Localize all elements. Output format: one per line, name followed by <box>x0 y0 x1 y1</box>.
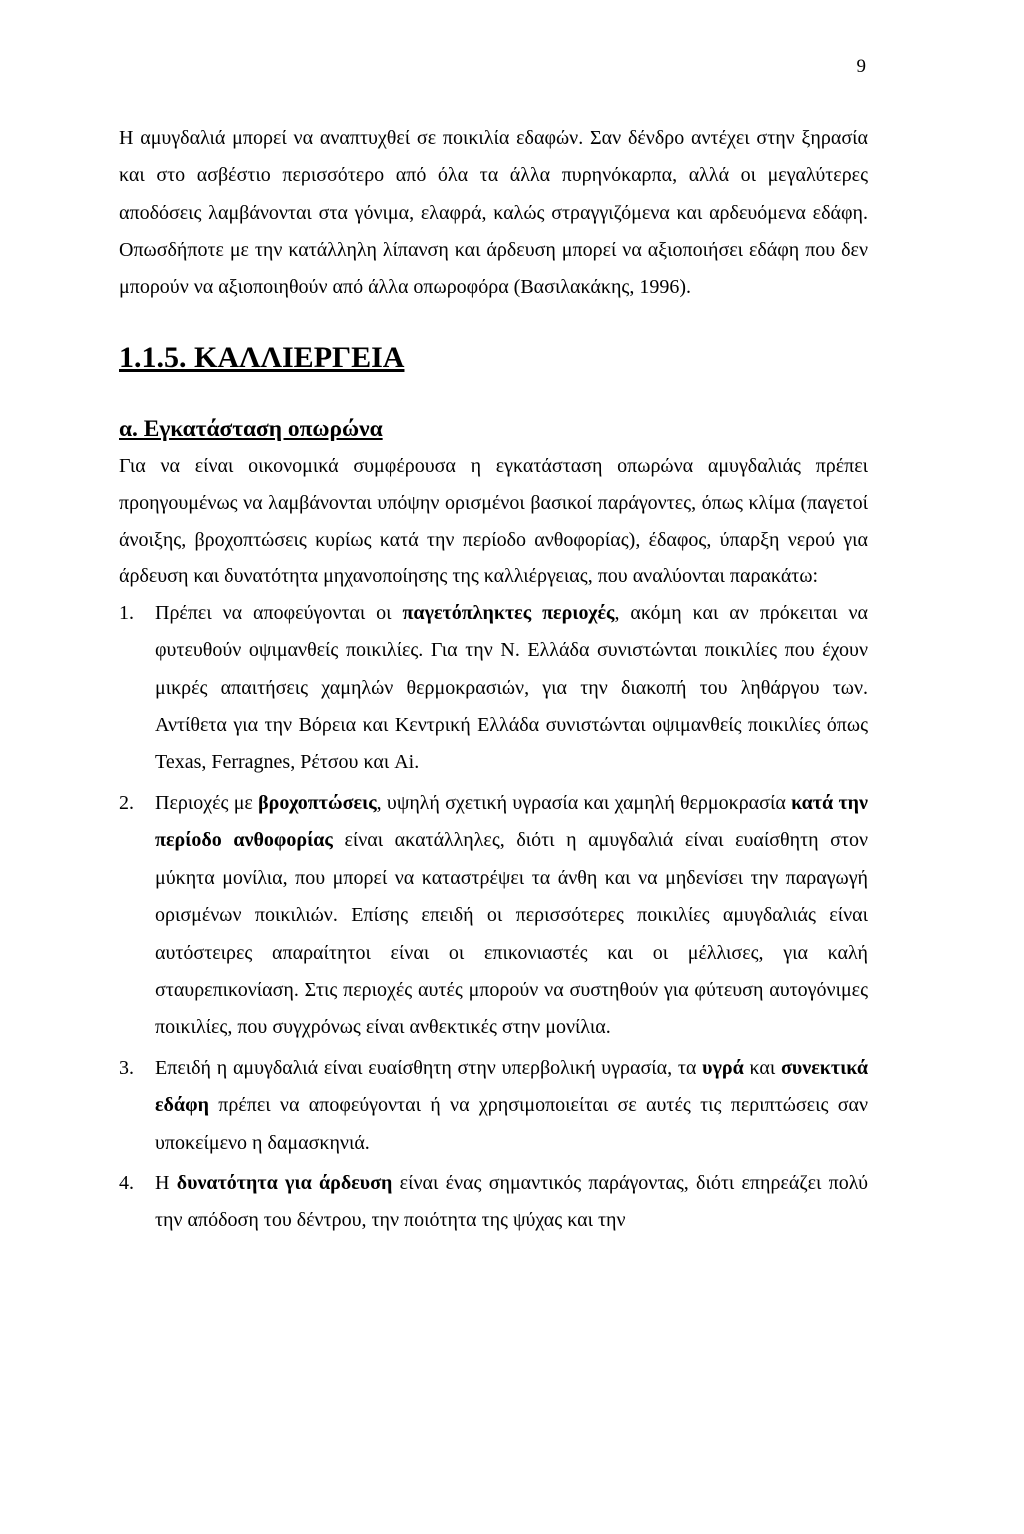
list-item-number: 4. <box>119 1171 134 1194</box>
intro-paragraph: Η αμυγδαλιά μπορεί να αναπτυχθεί σε ποικιλία εδαφών. Σαν δένδρο αντέχει στην ξηρασία και στο ασβέστιο περισσότερο από όλα τα άλλα πυρηνόκαρπα, αλλά οι μεγαλύτερες αποδόσεις λαμβάνονται στα γόνιμα, ελαφρά, καλώς στραγγιζόμενα και αρδευόμενα εδάφη. Οπωσδήποτε με την κατάλληλη λίπανση και άρδευση μπορεί να αξιοποιήσει εδάφη που δεν μπορούν να αξιοποιηθούν από άλλα οπωροφόρα (Βασιλακάκης, 1996). <box>119 127 868 299</box>
list-item-text <box>155 792 868 1038</box>
text-run: Η <box>155 1171 177 1194</box>
text-run: Πρέπει να αποφεύγονται οι <box>155 601 403 624</box>
text-run: , ακόμη και αν πρόκειται να φυτευθούν οψιμανθείς ποικιλίες. Για την Ν. Ελλάδα συνιστώνται ποικιλίες που έχουν μικρές απαιτήσεις χαμηλών θερμοκρασιών, για την διακοπή του ληθάργου των. Αντίθετα για την Βόρεια και Κεντρική Ελλάδα συνιστώνται οψιμανθείς ποικιλίες όπως Texas, Ferragnes, Ρέτσου και Ai. <box>155 601 868 774</box>
factors-list <box>119 595 868 1240</box>
list-item-number: 2. <box>119 791 134 814</box>
list-item-text <box>155 1057 868 1154</box>
page-number: 9 <box>856 56 866 77</box>
text-run: Επειδή η αμυγδαλιά είναι ευαίσθητη στην υπερβολική υγρασία, τα <box>155 1056 703 1079</box>
section-heading: 1.1.5. ΚΑΛΛΙΕΡΓΕΙΑ <box>119 341 405 375</box>
emphasized-text: βροχοπτώσεις <box>258 791 377 814</box>
emphasized-text: υγρά <box>702 1056 744 1079</box>
list-item-number: 3. <box>119 1056 134 1079</box>
list-item-text <box>155 602 868 774</box>
emphasized-text: παγετόπληκτες περιοχές <box>402 601 615 624</box>
text-column <box>119 120 868 1240</box>
text-run: και <box>743 1056 782 1079</box>
emphasized-text: συνεκτικά εδάφη <box>155 1056 868 1117</box>
text-run: είναι ένας σημαντικός παράγοντας, διότι επηρεάζει πολύ την απόδοση του δέντρου, την ποιότητα της ψύχας και την <box>155 1171 868 1232</box>
list-item <box>119 1165 868 1240</box>
subsection-intro-paragraph: Για να είναι οικονομικά συμφέρουσα η εγκατάσταση οπωρώνα αμυγδαλιάς πρέπει προηγουμένως να λαμβάνονται υπόψην ορισμένοι βασικοί παράγοντες, όπως κλίμα (παγετοί άνοιξης, βροχοπτώσεις κυρίως κατά την περίοδο ανθοφορίας), έδαφος, ύπαρξη νερού για άρδευση και δυνατότητα μηχανοποίησης της καλλιέργειας, που αναλύονται παρακάτω: <box>119 455 868 588</box>
emphasized-text: κατά την περίοδο ανθοφορίας <box>155 791 868 852</box>
text-run: πρέπει να αποφεύγονται ή να χρησιμοποιείται σε αυτές τις περιπτώσεις σαν υποκείμενο η δαμασκηνιά. <box>155 1094 868 1154</box>
text-run: , υψηλή σχετική υγρασία και χαμηλή θερμοκρασία <box>376 791 792 814</box>
text-run: Περιοχές με <box>155 791 259 814</box>
text-run: είναι ακατάλληλες, διότι η αμυγδαλιά είναι ευαίσθητη στον μύκητα μονίλια, που μπορεί να καταστρέψει τα άνθη και να μηδενίσει την παραγωγή ορισμένων ποικιλιών. Επίσης επειδή οι περισσότερες ποικιλίες αμυγδαλιάς είναι αυτόστειρες απαραίτητοι είναι οι επικονιαστές και οι μέλλισες, για καλή σταυρεπικονίαση. Στις περιοχές αυτές μπορούν να συστηθούν για φύτευση αυτογόνιμες ποικιλίες, που συγχρόνως είναι ανθεκτικές στην μονίλια. <box>155 829 868 1039</box>
list-item <box>119 785 868 1047</box>
subsection-heading: α. Εγκατάσταση οπωρώνα <box>119 416 383 443</box>
emphasized-text: δυνατότητα για άρδευση <box>176 1171 393 1194</box>
list-item <box>119 1050 868 1162</box>
list-item <box>119 595 868 782</box>
list-item-number: 1. <box>119 601 134 624</box>
list-item-text <box>155 1172 868 1231</box>
